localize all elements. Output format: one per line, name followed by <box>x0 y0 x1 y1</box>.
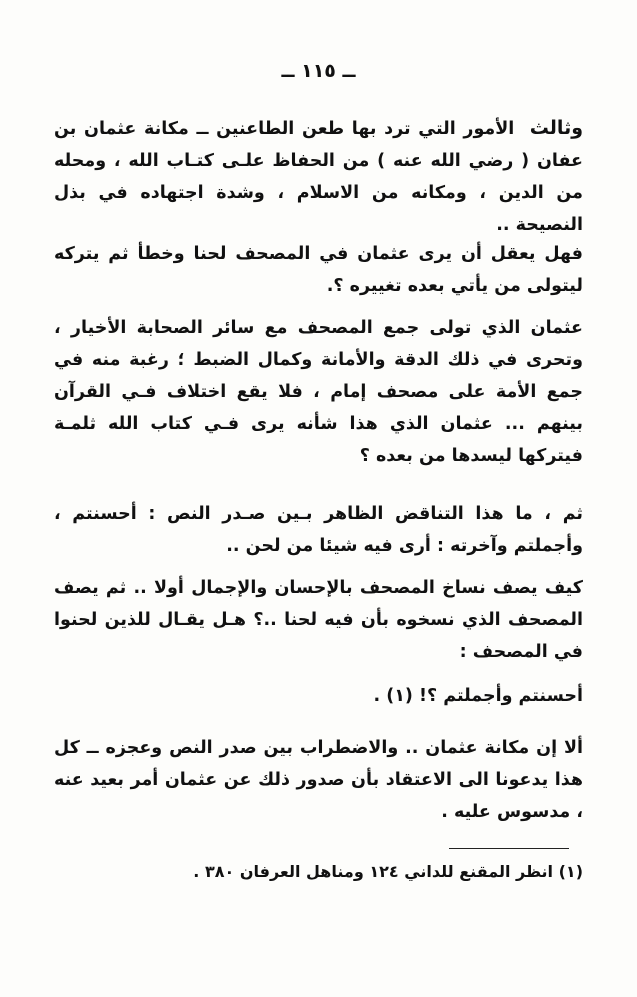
paragraph-4: ثم ، ما هذا التناقض الظاهر بـين صـدر النص : أحسنتم ، وأجملتم وآخرته : أرى فيه شيئا من لحن .. <box>54 504 583 556</box>
paragraph-5: كيف يصف نساخ المصحف بالإحسان والإجمال أولا .. ثم يصف المصحف الذي نسخوه بأن فيه لحنا ..؟ هـل يقـال للذين لحنوا في المصحف : <box>54 578 583 662</box>
paragraph-1 <box>54 112 603 241</box>
paragraph-1-text: الأمور التي ترد بها طعن الطاعنين ــ مكانة عثمان بن عفان ( رضي الله عنه ) من الحفاظ علـى كتـاب الله ، ومحله من الدين ، ومكانه من الاسلام ، وشدة اجتهاده في بذل النصيحة .. <box>54 119 583 235</box>
footnote-divider <box>449 848 569 849</box>
paragraph-7: ألا إن مكانة عثمان .. والاضطراب بين صدر النص وعجزه ــ كل هذا يدعونا الى الاعتقاد بأن صدور ذلك عن عثمان أمر بعيد عنه ، مدسوس عليه . <box>54 738 583 822</box>
paragraph-6: أحسنتم وأجملتم ؟! (١) . <box>373 686 583 706</box>
page-number: ــ ١١٥ ــ <box>281 60 356 82</box>
paragraph-1-lead: وثالث <box>529 117 584 139</box>
paragraph-2: فهل يعقل أن يرى عثمان في المصحف لحنا وخطأ ثم يتركه ليتولى من يأتي بعده تغييره ؟. <box>54 244 583 296</box>
paragraph-3: عثمان الذي تولى جمع المصحف مع سائر الصحابة الأخيار ، وتحرى في ذلك الدقة والأمانة وكمال الضبط ؛ رغبة منه في جمع الأمة على مصحف إمام ، فلا يقع اختلاف فـي القرآن بينهم ... عثمان الذي هذا شأنه يرى فـي كتاب الله ثلمـة فيتركها ليسدها من بعده ؟ <box>54 318 583 466</box>
footnote: (١) انظر المقنع للداني ١٢٤ ومناهل العرفان ٣٨٠ . <box>193 862 583 881</box>
